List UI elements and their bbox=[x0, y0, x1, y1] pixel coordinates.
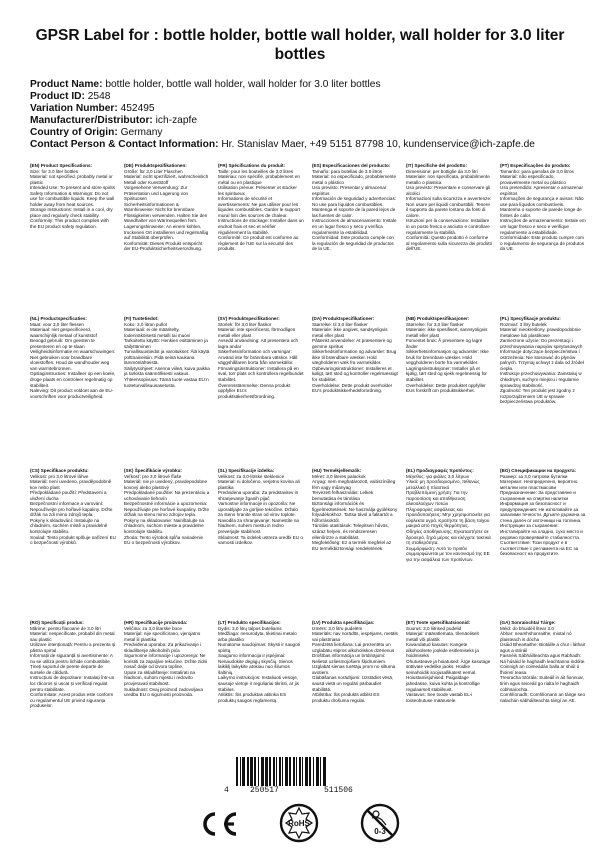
spec-body: Velikost: pro 3,0 litrové láhve Materiál: není uvedeno, pravděpodobně kov nebo plast Předpokládané použití: Představení a uložení ducha Bezpečnostní informace a varování: Nepoužívejte pro hořlavé kapaliny. Držte držák na zdi mimo zdrojů tepla. Pokyny k skladování: Instalujte na chladném, suchém místě a pravidelně kontrolujte stabilitu. Soulad: Tento produkt splňuje nařízení EU o bezpečnosti výrobků. bbox=[30, 473, 116, 546]
info-label: Product Name: bbox=[30, 79, 103, 90]
spec-heading: (SK) Špecifikácie výrobku: bbox=[124, 468, 182, 473]
spec-body: Velikost: za 3,0-litrske steklenice Material: ni določeno, verjetno kovina ali plastika Predvidena uporaba: Za predstavitev in shranjevanje žganih pijač Varnostne informacije in opozorila: Ne uporabljajte za gorljive tekočine. Držalo za steno hranite stran od virov toplote. Navodila za shranjevanje: Namestite na hladnem, suhem mestu in redno preverjajte stabilnost. Skladnost: Ta izdelek ustreza uredbi EU o varnosti izdelkov. bbox=[218, 473, 303, 546]
spec-body: Veličina: za 3,0 litarske boce Materijal: nije specificirano, vjerojatno metal ili plastika Predviđena uporaba: Za prikazivanje i skladištenje alkoholnih pića Sigurnosne informacije i upozorenja: Ne koristiti za zapaljive tekućine. Držite zidni nosač dalje od izvora topline. Upute za skladištenje: Instalirati na hladnom, suhom mjestu i redovito provjeravati stabilnost. Sukladnost: Ovaj proizvod zadovoljava uredbu EU o sigurnosti proizvoda. bbox=[124, 625, 208, 698]
barcode-bar bbox=[289, 757, 291, 786]
spec-heading: (GA) Sonraíochtaí Táirge: bbox=[500, 620, 556, 625]
barcode-bar bbox=[309, 757, 311, 786]
info-value: Germany bbox=[120, 127, 163, 139]
barcode-bar bbox=[282, 757, 283, 786]
info-value: Hr. Stanislav Maer, +49 5151 87798 10, kundenservice@ich-zapfe.de bbox=[221, 139, 535, 151]
info-value: bottle holder, bottle wall holder, wall holder for 3.0 liter bottles bbox=[105, 79, 381, 90]
spec-body: Dydis: 3,0 litrų talpos buteliams Medžiaga: nenurodyta, tikėtinai metalo arba plastiko Numatoma naudojimas: Skysti ir saugoti spiritą Saugumo informacija ir įspėjimai: Nenaudokite degiųjų skysčių. Sienos laikiklį laikykite atokiau nuo šilumos šaltinių. Laikymo instrukcijos: Instaliuoti vėsioje, sausoje vietoje ir reguliariai tikrinti, ar jis stabilus. Atitiktis: Šis produktas atitinka ES produktų saugos reglamentą. bbox=[218, 625, 300, 703]
spec-heading: (PT) Especificações do produto: bbox=[500, 163, 571, 168]
specifications-grid bbox=[30, 163, 586, 767]
spec-heading: (SV) Produktspecifikationer: bbox=[218, 316, 280, 321]
spec-body: Größe: für 3,0 Liter Flaschen Material: nicht spezifiziert, wahrscheinlich Metall oder Kunststoff Vorgesehene Verwendung: Zur Präsentation und Lagerung von Spirituosen Sicherheitsinformationen & Warnhinweise: Nicht für brennbare Flüssigkeiten verwenden. Halten Sie den Wandhalter von Wärmequellen fern. Lagerungshinweise: An einem kühlen, trockenen Ort installieren und regelmäßig auf Stabilität überprüfen. Konformität: Dieses Produkt entspricht der EU-Produktsicherheitsverordnung. bbox=[124, 168, 209, 252]
spec-cell bbox=[30, 316, 116, 460]
info-row-variation-number bbox=[30, 103, 580, 115]
spec-body: Μέγεθος: για φιάλες 3,0 λίτρων Υλικό: μη προσδιορισμένο, πιθανώς μεταλλικό ή πλαστικό Προβλεπόμενη χρήση: Για την παρουσίαση και αποθήκευση αλκοολούχων ποτών Πληροφορίες ασφάλειας και προειδοποιήσεις: Μην χρησιμοποιείτε για εύφλεκτα υγρά. Κρατήστε τη βάση τοίχου μακριά από πηγές θερμότητας. Οδηγίες αποθήκευσης: Εγκαταστήστε σε δροσερό, ξηρό μέρος και ελέγχετε τακτικά τη σταθερότητα. Συμμόρφωση: Αυτό το προϊόν συμμορφώνεται με τον κανονισμό της ΕΕ για την ασφάλεια των προϊόντων. bbox=[406, 473, 491, 562]
spec-body: Size: for 3.0 liter bottles Material: not specified, probably metal or plastic Intended Use: To present and store spirits Safety Information & Warnings: Do not use for combustible liquids. Keep the wall holder away from heat sources. Storage Instructions: Install in a cool, dry place and regularly check stability. Conformity: This product complies with the EU product safety regulation. bbox=[30, 168, 115, 230]
spec-cell bbox=[218, 620, 304, 764]
info-value: 2548 bbox=[87, 91, 111, 103]
barcode bbox=[234, 757, 376, 786]
spec-cell bbox=[30, 468, 116, 612]
barcode-bar bbox=[285, 757, 288, 786]
barcode-bar bbox=[305, 757, 308, 786]
spec-body: Suurus: 3,0 liitrised pudelid Materjal: määratlemata, tõenäoliselt metall või plastik Kavandatud kasutus: Kangete alkohoolsete jookide esitlemiseks ja hoidmiseks Ohutusteave ja hoiatused: Ärge kasutage süttivate vedelike jaoks. Hoidke seinahoidik soojusallikatest eemal. Hoiustamisjuhised: Paigaldage jahedasse, kuiva kohta ja kontrollige regulaarselt stabiilsust. Vastavus: See toode vastab EL-i tooteohutuse määrusele. bbox=[406, 625, 491, 703]
info-row-product-name bbox=[30, 79, 580, 91]
spec-heading: (BG) Спецификации на продукта: bbox=[500, 468, 577, 473]
info-label: Variation Number: bbox=[30, 103, 118, 115]
spec-heading: (DA) Produktspecifikationer: bbox=[312, 316, 375, 321]
spec-heading: (DE) Produktspezifikationen: bbox=[124, 163, 187, 168]
barcode-bar bbox=[293, 757, 295, 786]
compliance-logos bbox=[0, 800, 600, 844]
rohs-logo-text: RoHS bbox=[288, 819, 310, 828]
barcode-digit-group: 4 bbox=[224, 786, 229, 795]
barcode-bar bbox=[302, 757, 303, 786]
spec-heading: (ES) Especificaciones del producto: bbox=[312, 163, 391, 168]
spec-heading: (FI) Tuotetiedot: bbox=[124, 316, 159, 321]
age-warning-icon bbox=[360, 803, 400, 843]
spec-heading: (CS) Specifikace produktu: bbox=[30, 468, 89, 473]
barcode-bar bbox=[276, 757, 277, 786]
spec-cell bbox=[218, 316, 304, 460]
info-row-manufacturer bbox=[30, 115, 580, 127]
barcode-bar bbox=[320, 757, 321, 786]
info-label: Contact Person & Contact Information: bbox=[30, 139, 219, 151]
spec-heading: (LV) Produkta specifikācijas: bbox=[312, 620, 375, 625]
spec-cell bbox=[124, 620, 210, 764]
barcode-bar bbox=[269, 757, 271, 786]
spec-cell bbox=[312, 620, 398, 764]
spec-body: Storlek: för 3,0 liter flaskor Material: inte specificerat, förmodligen metall eller plast Avsedd användning: Att presentera och lagra andar Säkerhetsinformation och varningar: Använd inte för brännbara vätskor. Håll väggshållaren borta från värmekällor. Förvaringsinstruktioner: Installera på en sval, torr plats och kontrollera regelbundet stabilitet. Överensstämmelse: Denna produkt uppfyller EU:s produktsäkerhetsförordning. bbox=[218, 321, 304, 399]
barcode-bar bbox=[299, 757, 301, 786]
info-value: 452495 bbox=[120, 103, 155, 115]
barcode-bar bbox=[240, 757, 241, 786]
product-info bbox=[30, 79, 580, 152]
spec-cell bbox=[312, 163, 398, 307]
spec-heading: (NL) Productspecificaties: bbox=[30, 316, 87, 321]
barcode-bar bbox=[316, 757, 319, 786]
spec-body: Размер: за 3,0 литрови бутилки Материал: Неопределено, вероятно метални или пластмасови Предназначение: За представяне и съхранение на спиртни напитки Информация за безопасност и предупреждения: Не използвайте за запалими течности. Дръжте държача за стена далеч от източници на топлина. Инструкции за съхранение: Инсталирайте на хладно, сухо място и редовно проверявайте стабилността. Съответствие: Този продукт е в съответствие с регламента на ЕС за безопасност на продуктите. bbox=[500, 473, 586, 557]
spec-cell bbox=[218, 163, 304, 307]
spec-heading: (EN) Product Specifications: bbox=[30, 163, 93, 168]
spec-body: Størrelse: for 3,0 liter flasker Materiale: ikke spesifisert, sannsynligvis metall eller plast Forventet bruk: Å presentere og lagre ånder Sikkerhetsinformasjon og advarsler: Ikke bruk for brennbare væsker. Hold veggholderen borte fra varmekilder. Lagringsinstruksjoner: Installer på et kjølig, tørt sted og sjekk regelmessig for stabilitet. Overholdelse: Dette produktet oppfyller EUs forskrift om produktsikkerhet. bbox=[406, 321, 489, 394]
spec-body: Koko: 3,0 litran pullot Materiaali: ei ole määritelty, todennäköisesti metalli tai muovi Tarkoitettu käyttö: Henkien esittäminen ja säilyttäminen Turvallisuustiedot ja varoitukset: Älä käytä polttoaineisiin. Pidä seinä kaukana lämmönlähteistä. Säilytysohjeet: Asenna viileä, kuiva paikka ja tarkista säännöllisesti vakaus. Yhteensopivuus: Tämä tuote vastaa EU:n tuoteturvallisuusasetusta. bbox=[124, 321, 210, 388]
info-row-country bbox=[30, 127, 580, 139]
barcode-bar bbox=[254, 757, 256, 786]
spec-cell bbox=[406, 620, 492, 764]
spec-cell bbox=[30, 163, 116, 307]
spec-body: Maat: voor 3,0 liter flessen Materiaal: niet gespecificeerd, waarschijnlijk metaal of kunststof Beoogd gebruik: Om geesten te presenteren en op te slaan Veiligheidsinformatie en waarschuwingen: Niet gebruiken voor brandbare vloeistoffen. Houd de wandhouder weg van warmtebronnen. Opslaginstructies: Installeer op een koele, droge plaats en controleer regelmatig op stabiliteit. Naleving: Dit product voldoet aan de EU-voorschriften voor productveiligheid. bbox=[30, 321, 116, 399]
spec-heading: (FR) Spécifications du produit: bbox=[218, 163, 286, 168]
spec-cell bbox=[500, 468, 586, 612]
spec-body: Rozmiar: 3 litry butelek Materiał: nieokreślony, prawdopodobnie metalowe lub plastikowe Zamierzone użycie: Do prezentacji i przechowywania napojów spirytusowych Informacje dotyczące bezpieczeństwa i ostrzeżenia: Nie stosować do płynów palnych. Trzymaj uchwyt z dala od źródeł ciepła. Instrukcje przechowywania: Zainstaluj w chłodnym, suchym miejscu i regularnie sprawdzaj stabilność. Zgodność: Ten produkt jest zgodny z rozporządzeniem UE w sprawie bezpieczeństwa produktów. bbox=[500, 321, 584, 405]
ce-mark-icon bbox=[197, 811, 239, 837]
barcode-bar bbox=[261, 757, 264, 786]
spec-cell bbox=[406, 468, 492, 612]
barcode-bar bbox=[323, 757, 326, 786]
age-logo-text: 0-3 bbox=[374, 827, 386, 836]
spec-cell bbox=[500, 316, 586, 460]
barcode-digit-group: 250517 bbox=[250, 786, 279, 795]
spec-heading: (LT) Produkto specifikacijos: bbox=[218, 620, 281, 625]
spec-heading: (PL) Specyfikacje produktu: bbox=[500, 316, 561, 321]
info-value: ich-zapfe bbox=[155, 115, 198, 127]
spec-heading: (RO) Specificații produs: bbox=[30, 620, 84, 625]
spec-body: Størrelse: til 3,0 liter flasker Materiale: ikke angivet, sandsynligvis metal eller plast Påtænkt anvendelse: At præsentere og gemme spiritus Sikkerhedsinformation og advarsler: Brug ikke til brændbare væsker. Hold vægholderen væk fra varmekilder. Opbevaringsinstruktioner: Installeres et køligt, tørt sted og kontroller regelmæssigt for stabilitet. Overholdelse: Dette produkt overholder EU's produktsikkerhedsforordning. bbox=[312, 321, 398, 394]
spec-body: Méret: 3,0 literes palackok Anyag: nem meghatározott, valószínűleg fém vagy műanyag Tervezett felhasználás: Lelkek bemutatása és tárolása Biztonsági információk és figyelmeztetések: Ne használja gyúlékony folyadékokhoz. Tartsa távol a falitartót a hőforrásoktól. Tárolási utasítások: Telepítsen hűvös, száraz helyen, és rendszeresen ellenőrizze a stabilitást. Megfelelőség: Ez a termék megfelel az EU termékbiztonsági rendeletének. bbox=[312, 473, 398, 551]
spec-cell bbox=[218, 468, 304, 612]
spec-heading: (ET) Toote spetsifikatsioonid: bbox=[406, 620, 471, 625]
spec-body: Méid: do bhuidéil lítear 3.0 Ábhar: neamhshonraithe, miotal nó plaisteach is dócha Úsáid Bheartaithe: Biotáille a chur i láthair agus a stóráil Faisnéis Sábháilteachta agus Rabhadh: Ná húsáid le haghaidh leachtanna indóite. Coinnigh an coimeádán balla ar shiúl ó fhoinsí teasa. Treoracha Stórála: Suiteáil in áit fionnuar, tirim agus seiceáil go rialta le haghaidh cobhsaíochta. Comhlíonadh: Comhlíonann an táirge seo rialachán sábháilteachta táirgí an AE. bbox=[500, 625, 586, 703]
info-label: Manufacturer/Distributor: bbox=[30, 115, 153, 127]
spec-cell bbox=[312, 316, 398, 460]
barcode-digit-group: 511506 bbox=[324, 786, 353, 795]
info-label: Product ID: bbox=[30, 91, 85, 103]
spec-body: Taille: pour les bouteilles de 3,0 litres Matériau: non spécifié, probablement en métal ou en plastique Utilisation prévue: Présenter et stocker les spiritueux Informations de sécurité et avertissements: Ne pas utiliser pour les liquides combustibles. Garder le support mural loin des sources de chaleur. Instructions de stockage: Installer dans un endroit frais et sec et vérifier régulièrement la stabilité. Conformité: Ce produit est conforme au règlement de l'UE sur la sécurité des produits. bbox=[218, 168, 304, 252]
barcode-bar bbox=[250, 757, 253, 786]
spec-cell bbox=[312, 468, 398, 612]
barcode-bar bbox=[273, 757, 275, 786]
spec-cell bbox=[406, 316, 492, 460]
spec-cell bbox=[124, 468, 210, 612]
spec-cell bbox=[124, 163, 210, 307]
barcode-bar bbox=[279, 757, 281, 786]
barcode-bar bbox=[296, 757, 297, 786]
spec-heading: (HR) Specifikacije proizvoda: bbox=[124, 620, 188, 625]
barcode-bar bbox=[265, 757, 268, 786]
info-label: Country of Origin: bbox=[30, 127, 118, 139]
spec-body: Mărime: pentru flacoane de 3.0 litri Material: nespecificate, probabil din metal sau plastic Utilizare intenționată: Pentru a prezenta și păstra spirtul Informații de siguranță și avertismente: A nu se utiliza pentru lichide combustibile. Țineți suportul de perete departe de sursele de căldură. Instrucțiuni de depozitare: Instalați într-un loc răcoros și uscat și verificați regulat pentru stabilitate. Conformitate: Acest produs este conform cu regulamentul UE privind siguranța produselor. bbox=[30, 625, 116, 709]
spec-heading: (NB) Produktspesifikasjoner: bbox=[406, 316, 470, 321]
spec-cell bbox=[500, 620, 586, 764]
barcode-bar bbox=[242, 757, 245, 786]
barcode-bar bbox=[258, 757, 259, 786]
spec-heading: (SL) Specifikacije izdelka: bbox=[218, 468, 275, 473]
spec-body: Izmērs: 3,0 litru pudelēm Materiāls: nav norādīts, iespējams, metāls vai plastmasa Paredzētā lietošana: Lai prezentētu un uzglabātu stipros alkoholiskos dzērienus Drošības informācija un brīdinājumi: Nelietot uzliesmojošiem šķidrumiem. Uzglabāt sienas turētāju prom no siltuma avotiem. Glabāšanas norādījumi: Uzstādiet vēsā, sausā vietā un regulāri pārbaudiet stabilitāti. Atbilstība: Šis produkts atbilst ES produktu drošuma regulai. bbox=[312, 625, 398, 703]
barcode-bar bbox=[236, 757, 238, 786]
info-row-contact bbox=[30, 139, 580, 151]
spec-heading: (EL) Προδιαγραφές προϊόντος: bbox=[406, 468, 474, 473]
info-row-product-id bbox=[30, 91, 580, 103]
barcode-bar bbox=[313, 757, 314, 786]
barcode-bar bbox=[247, 757, 249, 786]
spec-cell bbox=[500, 163, 586, 307]
rohs-icon bbox=[279, 803, 319, 843]
spec-heading: (IT) Specifiche del prodotto: bbox=[406, 163, 467, 168]
spec-body: Dimensione: per bottiglie da 3.0 litri Materiale: non specificata, probabilmente metallo o plastica Uso previsto: Presentare e conservare gli alcolici Informazioni sulla sicurezza e avvertenze: Non usare per liquidi combustibili. Tenere il supporto da parete lontano da fonti di calore. Istruzioni per la conservazione: Installare in un posto fresco e asciutto e controllare regolarmente la stabilità. Conformità: Questo prodotto è conforme al regolamento sulla sicurezza dei prodotti dell'UE. bbox=[406, 168, 492, 252]
spec-body: Tamanho: para garrafas de 3,0 litros Material: não especificado, provavelmente metal ou plástico Uso pretendido: Apresentar e armazenar espíritos Informações de segurança e avisos: Não use para líquidos combustíveis. Mantenha o suporte de parede longe de fontes de calor. Instruções de armazenamento: Instale em um lugar fresco e seco e verifique regularmente a estabilidade. Conformidade: Este produto cumpre com o regulamento de segurança de produtos da UE. bbox=[500, 168, 586, 252]
spec-body: Veľkosť: pre 3,0 litrové fľaše Materiál: nie je uvedený, pravdepodobne kovový alebo plastový Predpokladané použitie: Na prezentáciu a uchovávanie liehovín Bezpečnostné informácie a upozornenia: Nepoužívajte pre horľavé kvapaliny. Držte držiak na stenu mimo zdrojov tepla. Pokyny na skladovanie: Nainštalujte na chladnom, suchom mieste a pravidelne kontrolujte stabilitu. Zhoda: Tento výrobok spĺňa nariadenie EÚ o bezpečnosti výrobkov. bbox=[124, 473, 210, 546]
spec-cell bbox=[124, 316, 210, 460]
spec-heading: (HU) Termékjellemzők: bbox=[312, 468, 362, 473]
spec-cell bbox=[406, 163, 492, 307]
spec-cell bbox=[30, 620, 116, 764]
spec-body: Tamaño: para botellas de 3.0 litros Material: no especificado, probablemente metal o plástico Uso previsto: Presentar y almacenar espíritus Información de seguridad y advertencias: No use para líquidos combustibles. Mantenga el soporte de la pared lejos de las fuentes de calor. Instrucciones de almacenamiento: Instale en un lugar fresco y seco y verifica regularmente la estabilidad. Conformidad: Este producto cumple con la regulación de seguridad de productos de la UE. bbox=[312, 168, 397, 252]
page-title: GPSR Label for : bottle holder, bottle wall holder, wall holder for 3.0 liter bottles bbox=[35, 27, 565, 63]
